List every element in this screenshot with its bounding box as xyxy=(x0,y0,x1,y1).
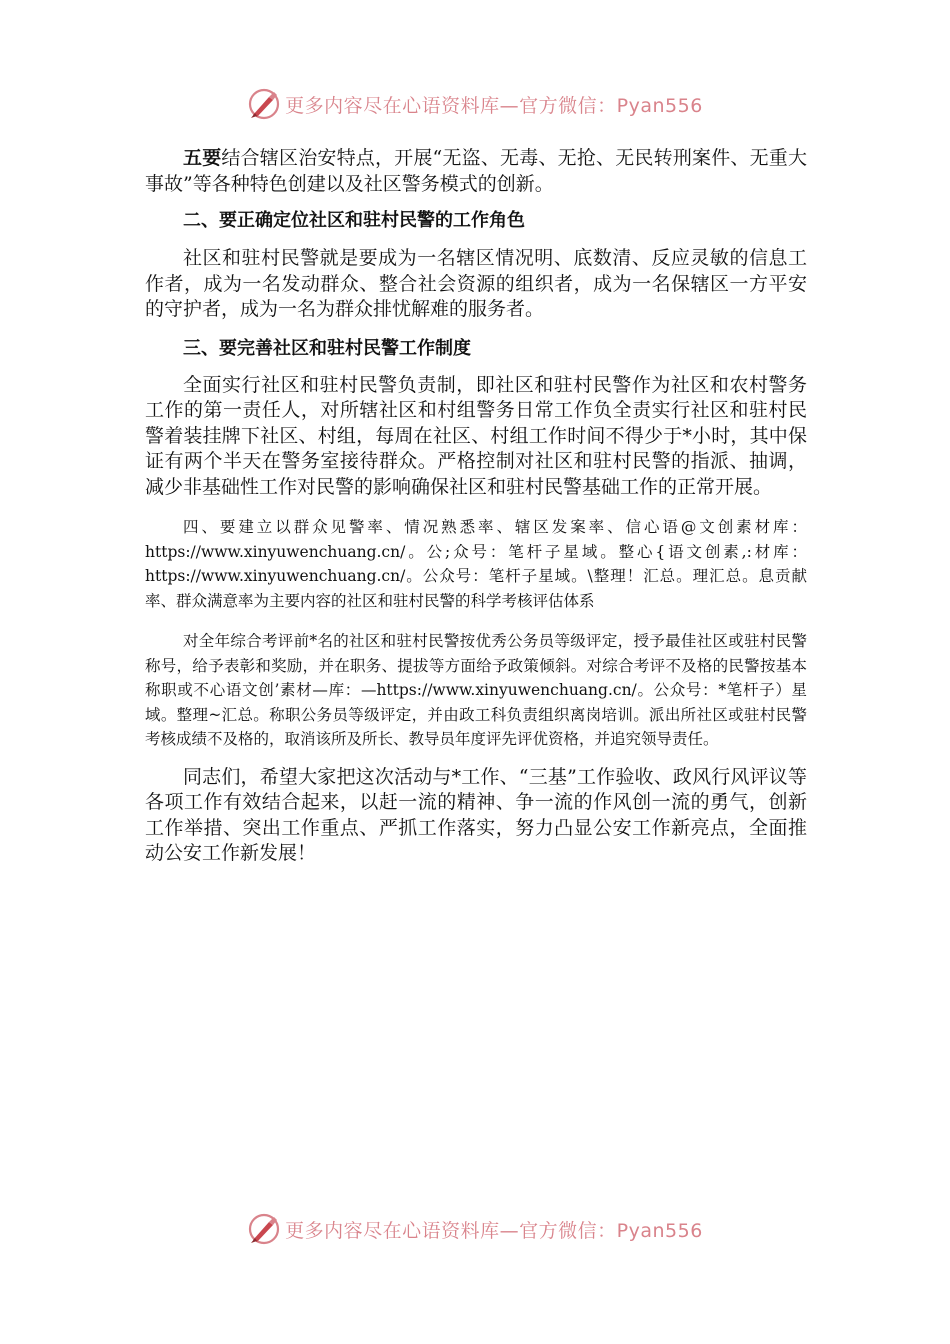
section-heading-three: 三、要完善社区和驻村民警工作制度 xyxy=(183,337,471,359)
footer-banner xyxy=(0,1209,950,1249)
banner-text: 更多内容尽在心语资料库—官方微信：Pyan556 xyxy=(285,1219,703,1242)
pen-logo-icon xyxy=(247,87,281,121)
pen-logo-icon xyxy=(247,1212,281,1246)
header-banner xyxy=(0,84,950,124)
document-body xyxy=(145,146,807,867)
paragraph-role: 社区和驻村民警就是要成为一名辖区情况明、底数清、反应灵敏的信息工作者，成为一名发动群众、整合社会资源的组织者，成为一名保辖区一方平安的守护者，成为一名为群众排忧解难的服务者。 xyxy=(145,247,807,320)
paragraph-text: 结合辖区治安特点，开展“无盗、无毒、无抢、无民转刑案件、无重大事故”等各种特色创建以及社区警务模式的创新。 xyxy=(145,147,807,195)
paragraph-system: 全面实行社区和驻村民警负责制，即社区和驻村民警作为社区和农村警务工作的第一责任人，对所辖社区和村组警务日常工作负全责实行社区和驻村民警着装挂牌下社区、村组，每周在社区、村组工作时间不得少于*小时，其中保证有两个半天在警务室接待群众。严格控制对社区和驻村民警的指派、抽调，减少非基础性工作对民警的影响确保社区和驻村民警基础工作的正常开展。 xyxy=(145,373,807,498)
paragraph-five xyxy=(145,146,807,197)
banner-text: 更多内容尽在心语资料库—官方微信：Pyan556 xyxy=(285,94,703,117)
paragraph-four: 四、要建立以群众见警率、情况熟悉率、辖区发案率、信心语@文创素材库：https://www.xinyuwenchuang.cn/。公;众号：笔杆子星域。整心{语文创素,:材库：https://www.xinyuwenchuang.cn/。公众号：笔杆子星域。\整理！汇总。理汇总。息贡献率、群众满意率为主要内容的社区和驻村民警的科学考核评估体系 xyxy=(145,518,807,610)
paragraph-lead: 五要 xyxy=(183,147,222,169)
paragraph-closing: 同志们，希望大家把这次活动与*工作、“三基”工作验收、政风行风评议等各项工作有效结合起来，以赶一流的精神、争一流的作风创一流的勇气，创新工作举措、突出工作重点、严抓工作落实，努力凸显公安工作新亮点，全面推动公安工作新发展！ xyxy=(145,765,807,864)
paragraph-evaluation: 对全年综合考评前*名的社区和驻村民警按优秀公务员等级评定，授予最佳社区或驻村民警称号，给予表彰和奖励，并在职务、提拔等方面给予政策倾斜。对综合考评不及格的民警按基本称职或不心语文创’素材—库：—https://www.xinyuwenchuang.cn/。公众号：*笔杆子）星域。整理~汇总。称职公务员等级评定，并由政工科负责组织离岗培训。派出所社区或驻村民警考核成绩不及格的，取消该所及所长、教导员年度评先评优资格，并追究领导责任。 xyxy=(145,632,807,748)
section-heading-two: 二、要正确定位社区和驻村民警的工作角色 xyxy=(183,210,525,231)
